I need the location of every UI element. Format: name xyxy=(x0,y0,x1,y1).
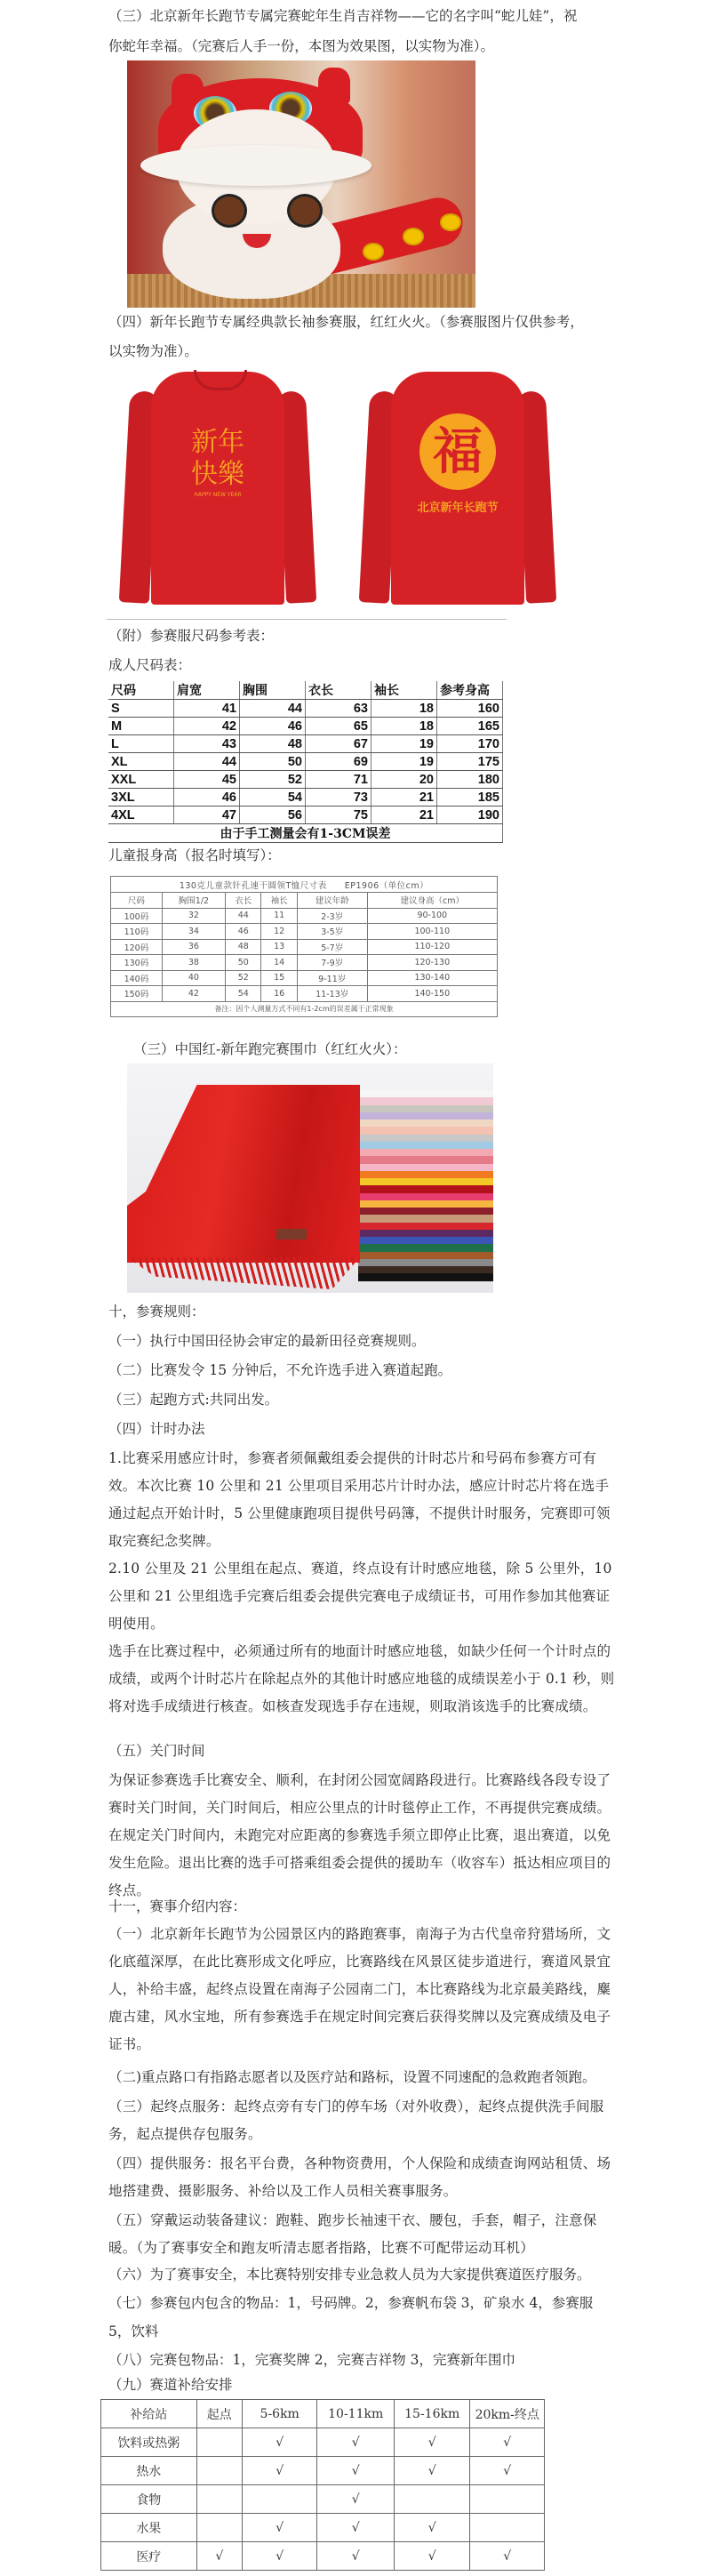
scarf-layer xyxy=(358,1142,493,1149)
cell: 20 xyxy=(371,771,437,789)
coin-icon xyxy=(440,213,461,231)
col-header: 20km-终点 xyxy=(470,2400,545,2428)
child-size-label: 儿童报身高（报名时填写）： xyxy=(108,847,281,863)
scarf-layer xyxy=(358,1135,493,1142)
red-scarf xyxy=(127,1085,360,1263)
child-size-table xyxy=(110,876,498,1017)
col-header: 补给站 xyxy=(101,2400,197,2428)
cell: XXL xyxy=(108,771,174,789)
cell: 100-110 xyxy=(367,924,497,940)
shirt-caption-line1: （四）新年长跑节专属经典款长袖参赛服，红红火火。（参赛服图片仅供参考， xyxy=(108,314,584,330)
mascot-eye xyxy=(212,194,247,228)
cell: 4XL xyxy=(108,807,174,824)
cell: 130-140 xyxy=(367,970,497,986)
scarf-layer xyxy=(358,1259,493,1266)
col-header: 胸围 xyxy=(240,681,306,700)
check-icon: √ xyxy=(242,2457,317,2485)
table-row xyxy=(111,908,498,924)
cell: 120-130 xyxy=(367,955,497,971)
table-row xyxy=(108,789,503,807)
col-header: 肩宽 xyxy=(174,681,240,700)
cell: 180 xyxy=(437,771,503,789)
check-icon: √ xyxy=(317,2485,395,2514)
cell: 41 xyxy=(174,700,240,718)
cell: L xyxy=(108,735,174,753)
cell: 18 xyxy=(371,718,437,735)
cell: 170 xyxy=(437,735,503,753)
scarf-layer xyxy=(358,1112,493,1119)
race-shirt-image xyxy=(107,365,604,614)
cell: 120码 xyxy=(111,939,163,955)
table-row xyxy=(111,939,498,955)
adult-size-label: 成人尺码表： xyxy=(108,657,192,673)
cell: 56 xyxy=(240,807,306,824)
cell: 14 xyxy=(261,955,297,971)
scarf-layer xyxy=(358,1273,493,1280)
cell: 42 xyxy=(162,986,225,1002)
table-row xyxy=(101,2514,545,2542)
table-header-row xyxy=(101,2400,545,2428)
scarf-layer xyxy=(358,1178,493,1185)
cell: 140-150 xyxy=(367,986,497,1002)
shirt-back xyxy=(364,365,551,605)
check-icon: √ xyxy=(394,2428,470,2457)
rule-item-5-title: （五）关门时间 xyxy=(108,1743,205,1759)
scarf-layer xyxy=(358,1105,493,1112)
child-table-note: 备注：因个人测量方式不同有1-2cm的误差属于正常现象 xyxy=(111,1001,498,1017)
cell: 36 xyxy=(162,939,225,955)
check-icon: √ xyxy=(470,2457,545,2485)
row-label: 食物 xyxy=(101,2485,197,2514)
cell: 2-3岁 xyxy=(297,908,367,924)
check-icon: √ xyxy=(242,2428,317,2457)
cell: 13 xyxy=(261,939,297,955)
cell: 75 xyxy=(306,807,371,824)
intro-item-1: （一）北京新年长跑节为公园景区内的路跑赛事，南海子为古代皇帝狩猎场所，文化底蕴深厚，在此比赛形成文化呼应，比赛路线在风景区徒步道进行，赛道风景宜人，补给丰盛，起终点设置在南海子公园南二门，本比赛路线为北京最美路线，麋鹿古建，风水宝地，所有参赛选手在规定时间完赛后获得奖牌以及完赛成绩及电子证书。 xyxy=(108,1926,611,2052)
cell: 3-5岁 xyxy=(297,924,367,940)
scarf-layer xyxy=(358,1200,493,1208)
cell: 21 xyxy=(371,807,437,824)
check-icon xyxy=(196,2514,242,2542)
cell: 110-120 xyxy=(367,939,497,955)
cell: 110码 xyxy=(111,924,163,940)
cell: S xyxy=(108,700,174,718)
size-ref-heading: （附）参赛服尺码参考表： xyxy=(108,628,275,644)
rule-item-1: （一）执行中国田径协会审定的最新田径竞赛规则。 xyxy=(108,1333,426,1349)
shirt-caption-line2: 以实物为准）。 xyxy=(108,343,198,359)
cell: 52 xyxy=(240,771,306,789)
cell: 160 xyxy=(437,700,503,718)
scarf-layer xyxy=(358,1097,493,1104)
front-print-line1: 新年 xyxy=(191,427,244,458)
scarf-layer xyxy=(358,1223,493,1230)
table-row xyxy=(108,807,503,824)
cell: 43 xyxy=(174,735,240,753)
coin-icon xyxy=(363,243,384,261)
cell: 52 xyxy=(226,970,261,986)
cell: 40 xyxy=(162,970,225,986)
intro-item-8: （八）完赛包物品：1，完赛奖牌 2，完赛吉祥物 3，完赛新年围巾 xyxy=(108,2352,515,2368)
check-icon xyxy=(242,2485,317,2514)
scarf-stack xyxy=(358,1090,493,1266)
cell: 67 xyxy=(306,735,371,753)
mascot-eye xyxy=(287,194,323,228)
check-icon: √ xyxy=(470,2542,545,2571)
cell: 71 xyxy=(306,771,371,789)
table-row xyxy=(101,2428,545,2457)
cell: 140码 xyxy=(111,970,163,986)
scarf-image xyxy=(127,1063,493,1293)
cell: 5-7岁 xyxy=(297,939,367,955)
cell: 46 xyxy=(240,718,306,735)
table-header-row xyxy=(111,893,498,909)
intro-title: 十一，赛事介绍内容： xyxy=(108,1898,247,1914)
intro-item-3: （三）起终点服务：起终点旁有专门的停车场（对外收费），起终点提供洗手间服务，起点提供存包服务。 xyxy=(108,2099,604,2142)
cell: 190 xyxy=(437,807,503,824)
check-icon: √ xyxy=(242,2514,317,2542)
timing-paragraph-3: 选手在比赛过程中，必须通过所有的地面计时感应地毯，如缺少任何一个计时点的成绩，或两个计时芯片在除起点外的其他计时感应地毯的成绩误差小于 0.1 秒，则将对选手成绩进行核查。如核查发现选手存在违规，则取消该选手的比赛成绩。 xyxy=(108,1643,615,1714)
cell: 12 xyxy=(261,924,297,940)
scarf-layer xyxy=(358,1119,493,1127)
check-icon: √ xyxy=(317,2428,395,2457)
scarf-caption: （三）中国红-新年跑完赛围巾（红红火火）： xyxy=(133,1041,407,1057)
cell: XL xyxy=(108,753,174,771)
check-icon: √ xyxy=(470,2428,545,2457)
col-header: 15-16km xyxy=(394,2400,470,2428)
mascot-hat-fur xyxy=(140,145,371,186)
cell: M xyxy=(108,718,174,735)
cell: 7-9岁 xyxy=(297,955,367,971)
table-row xyxy=(111,970,498,986)
check-icon: √ xyxy=(196,2542,242,2571)
table-row xyxy=(101,2457,545,2485)
scarf-layer xyxy=(358,1230,493,1237)
timing-paragraph-2: 2.10 公里及 21 公里组在起点、赛道，终点设有计时感应地毯，除 5 公里外，10 公里和 21 公里组选手完赛后组委会提供完赛电子成绩证书，可用作参加其他赛证明使用。 xyxy=(108,1561,612,1632)
cell: 50 xyxy=(226,955,261,971)
scarf-layer xyxy=(358,1127,493,1134)
cell: 18 xyxy=(371,700,437,718)
fu-icon: 福 xyxy=(419,413,496,490)
table-row xyxy=(108,700,503,718)
intro-item-7-line1: （七）参赛包内包含的物品：1，号码牌。2，参赛帆布袋 3，矿泉水 4，参赛服 xyxy=(108,2295,594,2311)
front-print-small: HAPPY NEW YEAR xyxy=(194,492,242,498)
intro-item-4: （四）提供服务：报名平台费，各种物资费用，个人保险和成绩查询网站租赁、场地搭建费、摄影服务、补给以及工作人员相关赛事服务。 xyxy=(108,2155,611,2199)
cell: 15 xyxy=(261,970,297,986)
scarf-layer xyxy=(358,1244,493,1251)
cell: 19 xyxy=(371,735,437,753)
intro-item-7-line2: 5，饮料 xyxy=(108,2323,159,2339)
cell: 63 xyxy=(306,700,371,718)
cell: 48 xyxy=(226,939,261,955)
cell: 48 xyxy=(240,735,306,753)
scarf-layer xyxy=(358,1164,493,1171)
cell: 11 xyxy=(261,908,297,924)
cell: 150码 xyxy=(111,986,163,1002)
check-icon xyxy=(394,2485,470,2514)
scarf-label xyxy=(276,1229,307,1240)
check-icon: √ xyxy=(317,2542,395,2571)
coin-icon xyxy=(403,228,424,245)
col-header: 建议身高（cm） xyxy=(367,893,497,909)
table-row xyxy=(108,718,503,735)
cell: 19 xyxy=(371,753,437,771)
rules-title: 十，参赛规则： xyxy=(108,1304,205,1320)
scarf-layer xyxy=(358,1237,493,1244)
cell: 32 xyxy=(162,908,225,924)
table-row xyxy=(101,2542,545,2571)
child-table-title: 130克儿童款针孔速干圆领T恤尺寸表 EP1906（单位cm） xyxy=(111,877,498,893)
cell: 9-11岁 xyxy=(297,970,367,986)
row-label: 水果 xyxy=(101,2514,197,2542)
col-header: 起点 xyxy=(196,2400,242,2428)
cell: 90-100 xyxy=(367,908,497,924)
cell: 44 xyxy=(226,908,261,924)
cell: 44 xyxy=(174,753,240,771)
col-header: 衣长 xyxy=(226,893,261,909)
intro-item-9: （九）赛道补给安排 xyxy=(108,2377,233,2393)
scarf-layer xyxy=(358,1208,493,1215)
col-header: 衣长 xyxy=(306,681,371,700)
check-icon xyxy=(196,2485,242,2514)
cell: 34 xyxy=(162,924,225,940)
table-row xyxy=(101,2485,545,2514)
intro-item-2: （二)重点路口有指路志愿者以及医疗站和路标，设置不同速配的急救跑者领跑。 xyxy=(108,2069,596,2085)
mascot-caption-line1: （三）北京新年长跑节专属完赛蛇年生肖吉祥物——它的名字叫“蛇儿娃”，祝 xyxy=(108,8,578,24)
check-icon xyxy=(196,2428,242,2457)
row-label: 热水 xyxy=(101,2457,197,2485)
back-print-text: 北京新年长跑节 xyxy=(417,502,499,515)
mascot-image xyxy=(127,60,475,308)
cell: 47 xyxy=(174,807,240,824)
cell: 73 xyxy=(306,789,371,807)
mascot-caption-line2: 你蛇年幸福。（完赛后人手一份，本图为效果图，以实物为准）。 xyxy=(108,38,495,54)
cell: 38 xyxy=(162,955,225,971)
measurement-note: 由于手工测量会有1-3CM误差 xyxy=(108,824,503,843)
scarf-layer xyxy=(358,1171,493,1178)
scarf-layer xyxy=(358,1090,493,1097)
cell: 54 xyxy=(240,789,306,807)
cell: 45 xyxy=(174,771,240,789)
cell: 11-13岁 xyxy=(297,986,367,1002)
table-row xyxy=(108,753,503,771)
table-row xyxy=(108,771,503,789)
check-icon xyxy=(196,2457,242,2485)
scarf-layer xyxy=(358,1185,493,1192)
scarf-fringe xyxy=(127,1257,360,1289)
col-header: 尺码 xyxy=(111,893,163,909)
table-header-row xyxy=(108,681,503,700)
table-row xyxy=(108,735,503,753)
scarf-layer xyxy=(358,1266,493,1273)
cell: 100码 xyxy=(111,908,163,924)
col-header: 胸围1/2 xyxy=(162,893,225,909)
rule-item-4-title: （四）计时办法 xyxy=(108,1421,205,1437)
shirt-front xyxy=(124,365,311,605)
col-header: 10-11km xyxy=(317,2400,395,2428)
cell: 50 xyxy=(240,753,306,771)
rule-item-2: （二）比赛发令 15 分钟后，不允许选手进入赛道起跑。 xyxy=(108,1362,452,1378)
cell: 46 xyxy=(226,924,261,940)
col-header: 5-6km xyxy=(242,2400,317,2428)
table-row xyxy=(111,955,498,971)
cell: 44 xyxy=(240,700,306,718)
scarf-layer xyxy=(358,1156,493,1163)
cell: 21 xyxy=(371,789,437,807)
col-header: 袖长 xyxy=(371,681,437,700)
col-header: 尺码 xyxy=(108,681,174,700)
check-icon: √ xyxy=(317,2514,395,2542)
cell: 165 xyxy=(437,718,503,735)
check-icon: √ xyxy=(394,2457,470,2485)
check-icon: √ xyxy=(242,2542,317,2571)
cutoff-paragraph: 为保证参赛选手比赛安全、顺利，在封闭公园宽阔路段进行。比赛路线各段专设了赛时关门时间，关门时间后，相应公里点的计时毯停止工作，不再提供完赛成绩。在规定关门时间内，未跑完对应距离的参赛选手须立即停止比赛，退出赛道，以免发生危险。退出比赛的选手可搭乘组委会提供的援助车（收容车）抵达相应项目的终点。 xyxy=(108,1772,611,1898)
table-note-row xyxy=(108,824,503,843)
divider xyxy=(107,619,507,620)
check-icon: √ xyxy=(317,2457,395,2485)
check-icon: √ xyxy=(394,2542,470,2571)
cell: 42 xyxy=(174,718,240,735)
row-label: 饮料或热粥 xyxy=(101,2428,197,2457)
front-print xyxy=(178,427,258,500)
timing-paragraph-1: 1.比赛采用感应计时，参赛者须佩戴组委会提供的计时芯片和号码布参赛方可有效。本次比赛 10 公里和 21 公里项目采用芯片计时办法，感应计时芯片将在选手通过起点开始计时，5 公里健康跑项目提供号码簿，不提供计时服务，完赛即可领取完赛纪念奖牌。 xyxy=(108,1450,611,1549)
adult-size-table xyxy=(108,681,503,843)
col-header: 袖长 xyxy=(261,893,297,909)
scarf-layer xyxy=(358,1252,493,1259)
scarf-layer xyxy=(358,1193,493,1200)
cell: 46 xyxy=(174,789,240,807)
row-label: 医疗 xyxy=(101,2542,197,2571)
check-icon xyxy=(470,2485,545,2514)
cell: 54 xyxy=(226,986,261,1002)
rule-item-3: （三）起跑方式:共同出发。 xyxy=(108,1392,279,1408)
check-icon: √ xyxy=(394,2514,470,2542)
table-row xyxy=(111,986,498,1002)
cell: 16 xyxy=(261,986,297,1002)
intro-item-6: （六）为了赛事安全，本比赛特别安排专业急救人员为大家提供赛道医疗服务。 xyxy=(108,2267,591,2283)
cell: 130码 xyxy=(111,955,163,971)
cell: 65 xyxy=(306,718,371,735)
cell: 69 xyxy=(306,753,371,771)
intro-item-5: （五）穿戴运动装备建议：跑鞋、跑步长袖速干衣、腰包，手套，帽子，注意保暖。（为了赛事安全和跑友听清志愿者指路，比赛不可配带运动耳机） xyxy=(108,2212,597,2256)
scarf-layer xyxy=(358,1215,493,1222)
scarf-layer xyxy=(358,1149,493,1156)
front-print-line2: 快樂 xyxy=(191,459,244,490)
col-header: 参考身高 xyxy=(437,681,503,700)
cell: 175 xyxy=(437,753,503,771)
check-icon xyxy=(470,2514,545,2542)
cell: 185 xyxy=(437,789,503,807)
cell: 3XL xyxy=(108,789,174,807)
supply-station-table xyxy=(100,2399,545,2571)
table-row xyxy=(111,924,498,940)
col-header: 建议年龄 xyxy=(297,893,367,909)
